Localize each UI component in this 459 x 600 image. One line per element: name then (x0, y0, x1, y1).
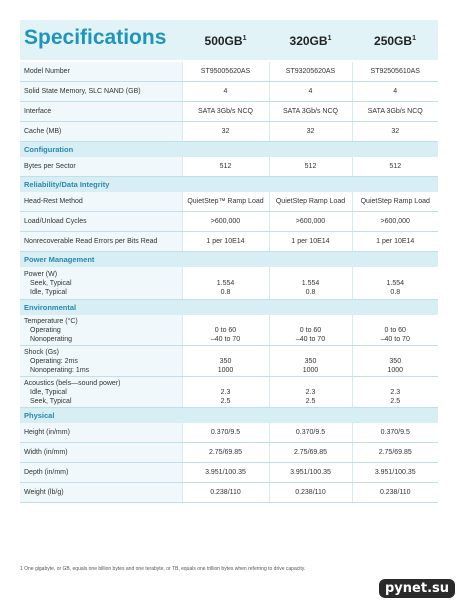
row-label (20, 267, 182, 300)
table-row (20, 483, 438, 503)
group-label: Shock (Gs) (24, 348, 60, 356)
capacity-320gb: $320GB^1$ (269, 20, 352, 61)
row-label (20, 315, 182, 346)
spec-value: SATA 3Gb/s NCQ (269, 102, 352, 122)
group-label: Power (W) (24, 270, 58, 278)
section-header (20, 408, 438, 424)
table-row (20, 346, 438, 377)
spec-value: 2.3 (220, 388, 231, 396)
table-row (20, 267, 438, 300)
row-label (20, 346, 182, 377)
spec-value: –40 to 70 (295, 335, 326, 343)
spec-value: ST92505610AS (352, 61, 438, 82)
spec-value: 3.951/100.35 (182, 463, 269, 483)
row-label: Width (in/mm) (20, 443, 182, 463)
spec-value: ST93205620AS (269, 61, 352, 82)
spec-value: 2.75/69.85 (352, 443, 438, 463)
spec-value (352, 377, 438, 408)
spec-value (269, 377, 352, 408)
section-header (20, 142, 438, 158)
table-row (20, 212, 438, 232)
footnote: 1 One gigabyte, or GB, equals one billion bytes and one terabyte, or TB, equals one trillion bytes when referring to drive capacity. (20, 566, 306, 572)
spec-value: 4 (352, 82, 438, 102)
spec-value (352, 267, 438, 300)
table-row (20, 82, 438, 102)
spec-value: 1.554 (216, 279, 235, 287)
section-header (20, 300, 438, 316)
section-title: Configuration (20, 142, 438, 158)
table-row (20, 463, 438, 483)
spec-value: 0.8 (390, 288, 401, 296)
spec-value: 2.5 (305, 397, 316, 405)
spec-value: 2.5 (390, 397, 401, 405)
table-row (20, 232, 438, 252)
spec-value: 2.5 (220, 397, 231, 405)
spec-value: 1 per 10E14 (182, 232, 269, 252)
spec-value (182, 377, 269, 408)
spec-sheet (20, 20, 438, 503)
table-row (20, 192, 438, 212)
spec-value: 1 per 10E14 (352, 232, 438, 252)
section-title: Power Management (20, 252, 438, 268)
spec-value: >600,000 (352, 212, 438, 232)
spec-value: 32 (182, 122, 269, 142)
sub-label: Operating: 2ms (30, 357, 78, 365)
sub-label: Seek, Typical (30, 397, 72, 405)
sub-label: Seek, Typical (30, 279, 72, 287)
table-row (20, 102, 438, 122)
row-label: Solid State Memory, SLC NAND (GB) (20, 82, 182, 102)
spec-value: 1.554 (301, 279, 320, 287)
row-label: Nonrecoverable Read Errors per Bits Read (20, 232, 182, 252)
spec-value: SATA 3Gb/s NCQ (352, 102, 438, 122)
row-label: Bytes per Sector (20, 157, 182, 177)
sub-label: Nonoperating: 1ms (30, 366, 90, 374)
spec-value: 0.238/110 (352, 483, 438, 503)
table-row (20, 122, 438, 142)
spec-value: 512 (182, 157, 269, 177)
section-header (20, 177, 438, 193)
spec-value: >600,000 (269, 212, 352, 232)
row-label: Height (in/mm) (20, 423, 182, 443)
sub-label: Nonoperating (30, 335, 73, 343)
spec-value: 0 to 60 (384, 326, 406, 334)
spec-value: 32 (269, 122, 352, 142)
spec-value (352, 315, 438, 346)
spec-value: 0.370/9.5 (269, 423, 352, 443)
table-row (20, 443, 438, 463)
spec-value: 0 to 60 (299, 326, 322, 334)
spec-value: 1.554 (386, 279, 405, 287)
spec-value: 1000 (387, 366, 404, 374)
spec-value (182, 346, 269, 377)
table-row (20, 157, 438, 177)
spec-value: 2.3 (390, 388, 401, 396)
spec-value: –40 to 70 (210, 335, 241, 343)
spec-value (352, 346, 438, 377)
spec-value (269, 267, 352, 300)
table-row (20, 61, 438, 82)
capacity-500gb: $500GB^1$ (182, 20, 269, 61)
spec-value: 350 (389, 357, 402, 365)
row-label (20, 377, 182, 408)
header-row (20, 20, 438, 61)
group-label: Acoustics (bels—sound power) (24, 379, 121, 387)
capacity-250gb: $250GB^1$ (352, 20, 438, 61)
table-row (20, 315, 438, 346)
row-label: Weight (lb/g) (20, 483, 182, 503)
section-header (20, 252, 438, 268)
spec-value: 4 (269, 82, 352, 102)
spec-value: 3.951/100.35 (352, 463, 438, 483)
watermark-logo: pynet.su (379, 579, 455, 598)
spec-value: 512 (352, 157, 438, 177)
sub-label: Idle, Typical (30, 288, 67, 296)
spec-value: 0.8 (305, 288, 316, 296)
spec-value: 350 (219, 357, 232, 365)
row-label: Head-Rest Method (20, 192, 182, 212)
spec-value: 0 to 60 (214, 326, 237, 334)
spec-value: 2.3 (305, 388, 316, 396)
spec-table (20, 20, 438, 503)
spec-value: 1000 (302, 366, 319, 374)
spec-value: SATA 3Gb/s NCQ (182, 102, 269, 122)
spec-value: 0.370/9.5 (182, 423, 269, 443)
row-label: Cache (MB) (20, 122, 182, 142)
spec-value: 1000 (217, 366, 234, 374)
spec-value: 0.238/110 (182, 483, 269, 503)
spec-value (182, 315, 269, 346)
spec-value: QuietStep Ramp Load (269, 192, 352, 212)
table-row (20, 377, 438, 408)
spec-value: 512 (269, 157, 352, 177)
section-title: Reliability/Data Integrity (20, 177, 438, 193)
section-title: Physical (20, 408, 438, 424)
row-label: Model Number (20, 61, 182, 82)
sub-label: Idle, Typical (30, 388, 67, 396)
spec-value: 0.370/9.5 (352, 423, 438, 443)
spec-value: 2.75/69.85 (182, 443, 269, 463)
spec-value: 1 per 10E14 (269, 232, 352, 252)
spec-value: 3.951/100.35 (269, 463, 352, 483)
spec-value: ST95005620AS (182, 61, 269, 82)
row-label: Depth (in/mm) (20, 463, 182, 483)
spec-value: 32 (352, 122, 438, 142)
spec-value: 0.8 (220, 288, 231, 296)
spec-value: QuietStep™ Ramp Load (182, 192, 269, 212)
spec-value: 350 (304, 357, 317, 365)
page-title: Specifications (20, 20, 182, 61)
spec-value: QuietStep Ramp Load (352, 192, 438, 212)
spec-value: >600,000 (182, 212, 269, 232)
row-label: Interface (20, 102, 182, 122)
spec-value (269, 346, 352, 377)
spec-value: 4 (182, 82, 269, 102)
spec-value: –40 to 70 (380, 335, 410, 343)
spec-value (269, 315, 352, 346)
row-label: Load/Unload Cycles (20, 212, 182, 232)
sub-label: Operating (30, 326, 61, 334)
group-label: Temperature (°C) (24, 317, 78, 325)
spec-value: 0.238/110 (269, 483, 352, 503)
table-row (20, 423, 438, 443)
section-title: Environmental (20, 300, 438, 316)
spec-value: 2.75/69.85 (269, 443, 352, 463)
spec-value (182, 267, 269, 300)
